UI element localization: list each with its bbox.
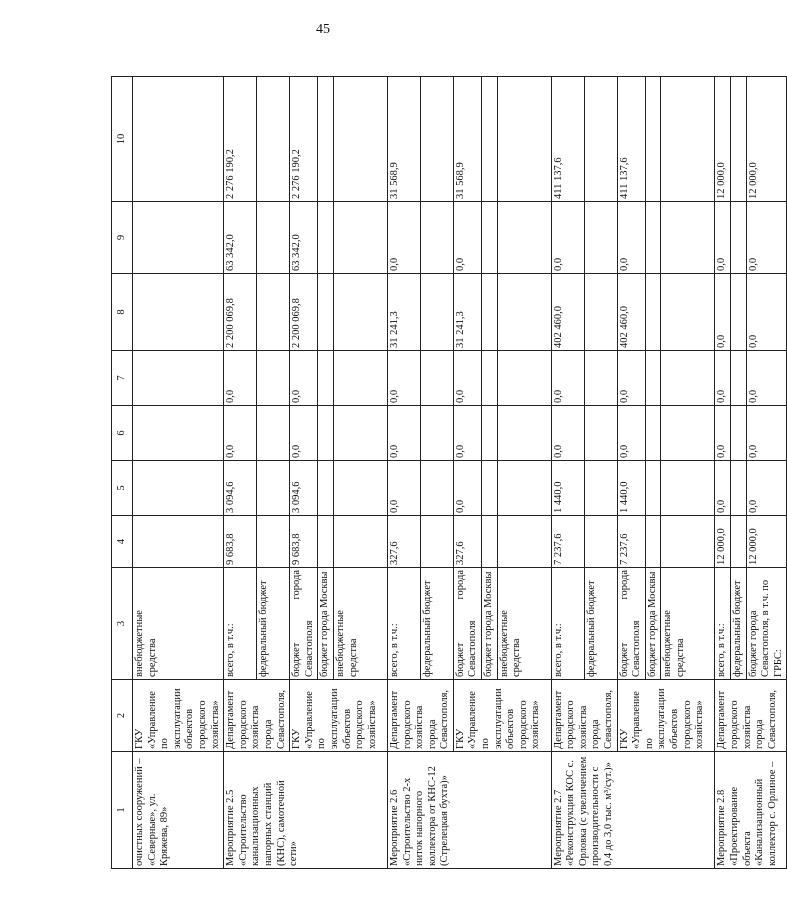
value-cell: 2 200 069,8 (290, 274, 318, 351)
value-cell: 7 237,6 (617, 516, 645, 568)
value-cell: 0,0 (387, 351, 420, 406)
value-cell: 0,0 (224, 351, 257, 406)
value-cell: 0,0 (290, 406, 318, 461)
value-cell: 2 276 190,2 (224, 77, 257, 202)
value-cell: 411 137,6 (551, 77, 584, 202)
activity-name: Мероприятие 2.5 «Строительство канализационных напорных станций (КНС), самотечной сети» (224, 752, 388, 869)
funding-source: бюджет города Севастополя (453, 568, 481, 680)
activity-name: очистных сооружений – «Северные», ул. Кряжева, 89» (133, 752, 224, 869)
col-header: 5 (112, 461, 133, 516)
value-cell: 0,0 (290, 351, 318, 406)
value-cell: 0,0 (617, 406, 645, 461)
col-header: 10 (112, 77, 133, 202)
value-cell: 31 241,3 (387, 274, 420, 351)
page-number: 45 (316, 22, 330, 37)
col-header: 3 (112, 568, 133, 680)
col-header: 4 (112, 516, 133, 568)
rotated-table-container (111, 77, 784, 869)
value-cell: 2 276 190,2 (290, 77, 318, 202)
value-cell: 31 568,9 (387, 77, 420, 202)
col-header: 7 (112, 351, 133, 406)
funding-source: бюджет города Севастополя, в т.ч. по ГРБС: (746, 568, 787, 680)
value-cell: 12 000,0 (746, 77, 787, 202)
value-cell: 0,0 (224, 406, 257, 461)
col-header: 1 (112, 752, 133, 869)
funding-source: федеральный бюджет (584, 568, 617, 680)
value-cell: 12 000,0 (746, 516, 787, 568)
value-cell: 1 440,0 (551, 461, 584, 516)
funding-source: федеральный бюджет (731, 568, 747, 680)
funding-source: внебюджетные средства (661, 568, 715, 680)
col-header: 6 (112, 406, 133, 461)
header-row (112, 77, 133, 869)
value-cell: 0,0 (617, 351, 645, 406)
executor: Департамент городского хозяйства города Севастополя, (387, 680, 453, 752)
funding-source: всего, в т.ч.: (224, 568, 257, 680)
table-row (224, 77, 257, 869)
executor: ГКУ «Управление по эксплуатации объектов городского хозяйства» (617, 680, 715, 752)
activity-name: Мероприятие 2.8 «Проектирование объекта «Канализационный коллектор с. Орлиное – (715, 752, 787, 869)
value-cell: 0,0 (746, 351, 787, 406)
value-cell: 0,0 (387, 461, 420, 516)
value-cell: 0,0 (746, 202, 787, 274)
table-row (290, 77, 318, 869)
value-cell: 0,0 (715, 406, 731, 461)
value-cell: 0,0 (453, 202, 481, 274)
funding-source: внебюджетные средства (133, 568, 224, 680)
table-row (551, 77, 584, 869)
funding-source: всего, в т.ч.: (387, 568, 420, 680)
value-cell: 0,0 (453, 351, 481, 406)
value-cell: 0,0 (551, 202, 584, 274)
funding-source: всего, в т.ч.: (551, 568, 584, 680)
value-cell: 0,0 (387, 406, 420, 461)
executor: ГКУ «Управление по эксплуатации объектов городского хозяйства» (453, 680, 551, 752)
funding-source: внебюджетные средства (497, 568, 551, 680)
program-activities-table (111, 76, 787, 869)
value-cell: 0,0 (746, 274, 787, 351)
executor: Департамент городского хозяйства города Севастополя, (224, 680, 290, 752)
activity-name: Мероприятие 2.6 «Строительство 2-х ниток напорного коллектора от КНС-12 (Стрелецкая бухта)» (387, 752, 551, 869)
table-row (715, 77, 731, 869)
value-cell: 402 460,0 (551, 274, 584, 351)
col-header: 2 (112, 680, 133, 752)
value-cell: 63 342,0 (224, 202, 257, 274)
value-cell: 31 241,3 (453, 274, 481, 351)
value-cell: 0,0 (453, 406, 481, 461)
col-header: 9 (112, 202, 133, 274)
funding-source: федеральный бюджет (257, 568, 290, 680)
funding-source: бюджет города Москвы (318, 568, 334, 680)
value-cell: 7 237,6 (551, 516, 584, 568)
value-cell: 0,0 (715, 461, 731, 516)
executor: Департамент городского хозяйства города Севастополя, (715, 680, 787, 752)
value-cell: 0,0 (617, 202, 645, 274)
value-cell: 31 568,9 (453, 77, 481, 202)
value-cell: 411 137,6 (617, 77, 645, 202)
value-cell: 9 683,8 (290, 516, 318, 568)
table-row (617, 77, 645, 869)
funding-source: бюджет города Москвы (482, 568, 498, 680)
value-cell: 0,0 (715, 274, 731, 351)
funding-source: всего, в т.ч.: (715, 568, 731, 680)
value-cell: 63 342,0 (290, 202, 318, 274)
table-row (387, 77, 420, 869)
table-row (133, 77, 224, 869)
funding-source: бюджет города Севастополя (617, 568, 645, 680)
value-cell: 9 683,8 (224, 516, 257, 568)
value-cell: 0,0 (387, 202, 420, 274)
value-cell: 0,0 (715, 202, 731, 274)
funding-source: бюджет города Севастополя (290, 568, 318, 680)
value-cell: 0,0 (551, 406, 584, 461)
value-cell: 402 460,0 (617, 274, 645, 351)
activity-name: Мероприятие 2.7 «Реконструкция КОС с. Орловка (с увеличением производительности с 0,4 до 3,0 тыс. м³/сут.)» (551, 752, 715, 869)
value-cell: 0,0 (551, 351, 584, 406)
value-cell: 12 000,0 (715, 516, 731, 568)
funding-source: внебюджетные средства (333, 568, 387, 680)
funding-source: федеральный бюджет (420, 568, 453, 680)
value-cell: 327,6 (387, 516, 420, 568)
executor: Департамент городского хозяйства города Севастополя, (551, 680, 617, 752)
value-cell: 0,0 (715, 351, 731, 406)
value-cell: 0,0 (746, 461, 787, 516)
value-cell: 327,6 (453, 516, 481, 568)
value-cell: 2 200 069,8 (224, 274, 257, 351)
value-cell: 0,0 (746, 406, 787, 461)
value-cell: 0,0 (453, 461, 481, 516)
executor: ГКУ «Управление по эксплуатации объектов городского хозяйства» (290, 680, 388, 752)
col-header: 8 (112, 274, 133, 351)
value-cell: 3 094,6 (224, 461, 257, 516)
table-row (453, 77, 481, 869)
executor: ГКУ «Управление по эксплуатации объектов городского хозяйства» (133, 680, 224, 752)
value-cell: 1 440,0 (617, 461, 645, 516)
funding-source: бюджет города Москвы (645, 568, 661, 680)
value-cell: 12 000,0 (715, 77, 731, 202)
value-cell: 3 094,6 (290, 461, 318, 516)
